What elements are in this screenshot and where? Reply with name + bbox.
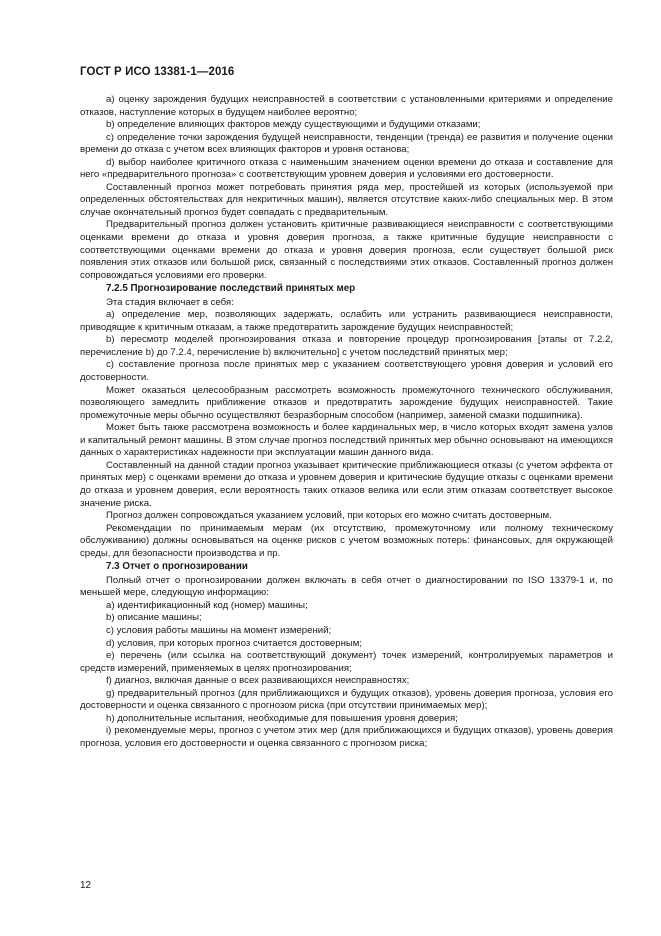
list-item-b: b) описание машины; xyxy=(106,612,202,624)
list-item-c: c) условия работы машины на момент измерений; xyxy=(106,624,332,636)
paragraph: Может оказаться целесообразным рассмотреть возможность промежуточного технического обслуживания, позволяющего замедлить приближение отказов и предотвратить зарождение будущих неисправностей. Такие промежуточные меры обычно осуществляют безразборным способом (например, заменой смазки подшипника). xyxy=(80,384,613,421)
paragraph: Может быть также рассмотрена возможность и более кардинальных мер, в число которых входят замена узлов и капитальный ремонт машины. В этом случае прогноз последствий принятых мер обычно основывают на имеющихся данных о характеристиках надежности при эксплуатации машин данного вида. xyxy=(80,422,613,459)
list-item-i: i) рекомендуемые меры, прогноз с учетом этих мер (для приближающихся и будущих отказов), уровень доверия прогноза, условия его достоверности и оценка связанного с прогнозом риска; xyxy=(80,725,613,749)
page-number: 12 xyxy=(80,880,92,891)
list-item-a: a) определение мер, позволяющих задержать, ослабить или устранить развивающиеся неисправности, приводящие к критичным отказам, а также предотвратить зарождение будущих неисправностей; xyxy=(80,309,613,333)
list-item-d: d) выбор наиболее критичного отказа с наименьшим значением оценки времени до отказа и составление для него «предварительного прогноза» с соответствующим уровнем доверия и условиями его достоверности. xyxy=(80,156,613,181)
section-heading-7-3: 7.3 Отчет о прогнозировании xyxy=(106,560,248,572)
list-item-a: a) идентификационный код (номер) машины; xyxy=(106,599,308,611)
list-item-b: b) пересмотр моделей прогнозирования отказа и повторение процедур прогнозирования [этапы от 7.2.2, перечисление b) до 7.2.4, перечисление b) включительно] с учетом последствий принятых мер; xyxy=(80,334,613,358)
document-body xyxy=(80,94,613,750)
list-item-f: f) диагноз, включая данные о всех развивающихся неисправностях; xyxy=(106,675,410,687)
paragraph: Предварительный прогноз должен установить критичные развивающиеся неисправности с соответствующими оценками времени до отказа и уровня доверия прогноза, а также критичные будущие неисправности с соответствующими оценками времени до отказа и уровня доверия прогноза, если существует большой риск появления этих отказов или большой риск, связанный с последствиями этих отказов. Составленный прогноз должен сопровождаться условиями его проверки. xyxy=(80,219,613,281)
paragraph: Полный отчет о прогнозировании должен включать в себя отчет о диагностировании по ISO 13379-1 и, по меньшей мере, следующую информацию: xyxy=(80,574,613,599)
paragraph: Составленный на данной стадии прогноз указывает критические приближающиеся отказы (с учетом эффекта от принятых мер) с оценками времени до отказа и уровнем доверия и критические будущие отказы с оценками времени до отказа и уровнем доверия, если вероятность таких отказов велика или если этим отказам соответствует высокое значение риска. xyxy=(80,459,613,509)
list-item-g: g) предварительный прогноз (для приближающихся и будущих отказов), уровень доверия прогноза, условия его достоверности и оценка связанного с прогнозом риска (при отсутствии принимаемых мер); xyxy=(80,687,613,712)
list-item-h: h) дополнительные испытания, необходимые для повышения уровня доверия; xyxy=(106,712,458,724)
paragraph: Эта стадия включает в себя: xyxy=(106,296,234,308)
paragraph: Рекомендации по принимаемым мерам (их отсутствию, промежуточному или полному техническому обслуживанию) должны основываться на оценке рисков с учетом возможных потерь: финансовых, для окружающей среды, для безопасности производства и пр. xyxy=(80,522,613,559)
section-heading-7-2-5: 7.2.5 Прогнозирование последствий принятых мер xyxy=(106,282,356,294)
paragraph: Составленный прогноз может потребовать принятия ряда мер, простейшей из которых (используемой при определенных обстоятельствах для некритичных машин), является отсутствие каких-либо специальных мер. В этом случае окончательный прогноз будет совпадать с предварительным. xyxy=(80,181,613,218)
page-header-standard-id: ГОСТ Р ИСО 13381-1—2016 xyxy=(80,66,235,78)
list-item-a: a) оценку зарождения будущих неисправностей в соответствии с установленными критериями и определение отказов, наступление которых в будущем наиболее вероятно; xyxy=(80,94,613,118)
paragraph: Прогноз должен сопровождаться указанием условий, при которых его можно считать достоверным. xyxy=(106,510,552,522)
list-item-c: c) определение точки зарождения будущей неисправности, тенденции (тренда) ее развития и получение оценки времени до отказа с учетом всех влияющих факторов и уровня останова; xyxy=(80,131,613,156)
list-item-e: e) перечень (или ссылка на соответствующий документ) точек измерений, контролируемых параметров и средств измерений, применяемых в целях прогнозирования; xyxy=(80,650,613,674)
list-item-d: d) условия, при которых прогноз считается достоверным; xyxy=(106,637,363,649)
list-item-b: b) определение влияющих факторов между существующими и будущими отказами; xyxy=(106,119,481,131)
list-item-c: c) составление прогноза после принятых мер с указанием соответствующего уровня доверия и условий его достоверности. xyxy=(80,359,613,384)
